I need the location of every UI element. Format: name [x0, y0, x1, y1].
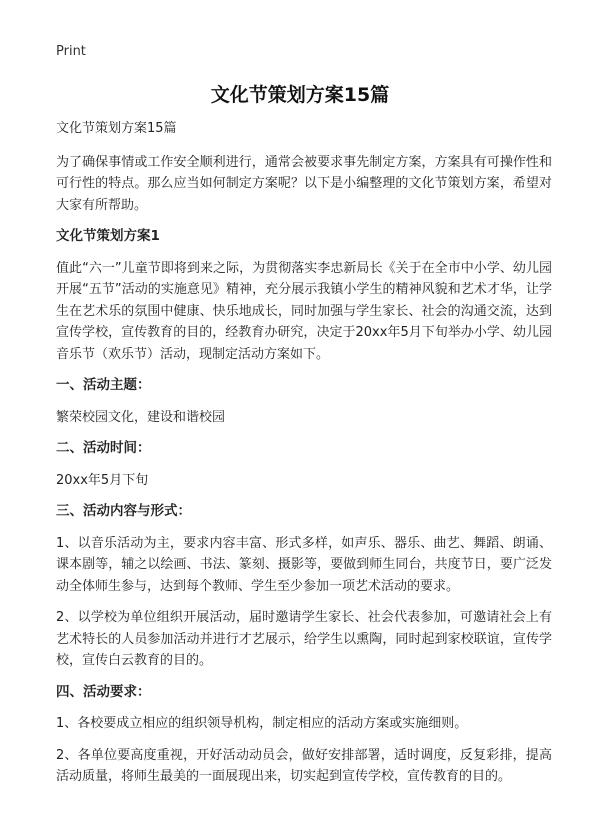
section-paragraph: 值此“六一”儿童节即将到来之际，为贯彻落实李忠新局长《关于在全市中小学、幼儿园开展“五节”活动的实施意见》精神，充分展示我镇小学生的精神风貌和艺术才华，让学生在艺术乐的氛围中健康、快乐地成长，同时加强与学生家长、社会的沟通交流，达到宣传学校，宣传教育的目的，经教育办研究，决定于20xx年5月下旬举办小学、幼儿园音乐节（欢乐节）活动，现制定活动方案如下。	[56, 260, 552, 362]
print-label[interactable]: Print	[56, 44, 86, 59]
document-subtitle: 文化节策划方案15篇	[56, 121, 177, 136]
heading-content: 三、活动内容与形式：	[56, 503, 191, 519]
content-item-2: 2、以学校为单位组织开展活动，届时邀请学生家长、社会代表参加，可邀请社会上有艺术特长的人员参加活动并进行才艺展示，给学生以熏陶，同时起到家校联谊，宣传学校，宣传白云教育的目的。	[56, 610, 552, 668]
content-item-1: 1、以音乐活动为主，要求内容丰富、形式多样，如声乐、器乐、曲艺、舞蹈、朗诵、课本剧等，辅之以绘画、书法、篆刻、摄影等，要做到师生同台，共度节日，要广泛发动全体师生参与，达到每个教师、学生至少参加一项艺术活动的要求。	[56, 535, 552, 594]
time-text: 20xx年5月下旬	[56, 472, 149, 488]
document-title: 文化节策划方案15篇	[210, 84, 390, 106]
document-body	[56, 118, 552, 798]
requirement-item-2: 2、各单位要高度重视，开好活动动员会，做好安排部署，适时调度，反复彩排，提高活动质量，将师生最美的一面展现出来，切实起到宣传学校，宣传教育的目的。	[56, 747, 552, 784]
theme-text: 繁荣校园文化，建设和谐校园	[56, 409, 226, 425]
requirement-item-1: 1、各校要成立相应的组织领导机构，制定相应的活动方案或实施细则。	[56, 716, 468, 731]
heading-requirements: 四、活动要求：	[56, 683, 151, 700]
heading-time: 二、活动时间：	[56, 440, 151, 456]
section-title: 文化节策划方案1	[56, 228, 160, 244]
intro-paragraph: 为了确保事情或工作安全顺利进行，通常会被要求事先制定方案，方案具有可操作性和可行性的特点。那么应当如何制定方案呢？以下是小编整理的文化节策划方案，希望对大家有所帮助。	[56, 154, 552, 213]
heading-theme: 一、活动主题：	[56, 377, 151, 393]
